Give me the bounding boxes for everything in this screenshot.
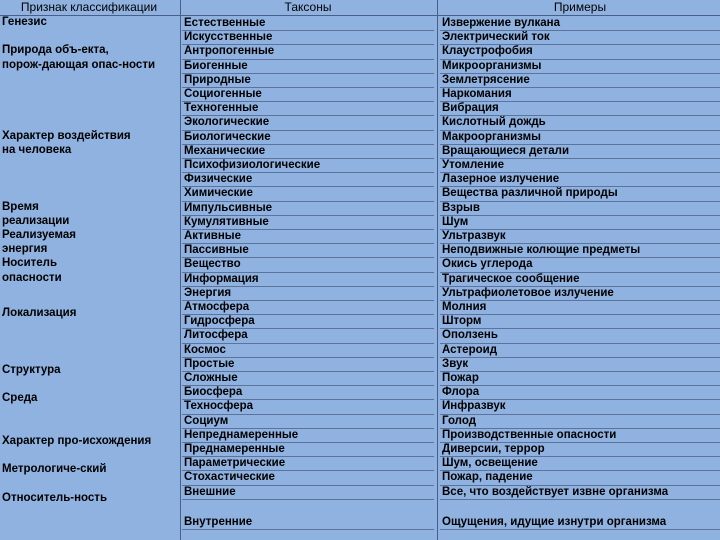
example-cell: Взрыв	[440, 201, 720, 216]
example-cell: Ультразвук	[440, 229, 720, 244]
taxon-cell: Информация	[182, 272, 434, 287]
attribute-label: Носитель	[2, 257, 58, 270]
example-cell: Ощущения, идущие изнутри организма	[440, 515, 720, 530]
taxon-cell: Энергия	[182, 286, 434, 301]
attribute-label: реализации	[2, 214, 70, 227]
attribute-label: на человека	[2, 143, 72, 156]
taxon-cell: Экологические	[182, 115, 434, 130]
attribute-label: порож-дающая опас-ности	[2, 58, 156, 71]
taxon-cell: Искусственные	[182, 30, 434, 45]
example-cell: Производственные опасности	[440, 428, 720, 443]
attribute-label: Относитель-ность	[2, 491, 108, 504]
attribute-label: Локализация	[2, 307, 77, 320]
taxon-cell: Кумулятивные	[182, 215, 434, 230]
taxon-cell: Биологические	[182, 130, 434, 145]
example-cell: Кислотный дождь	[440, 115, 720, 130]
example-cell: Пожар	[440, 371, 720, 386]
taxon-cell: Непреднамеренные	[182, 428, 434, 443]
example-cell: Макроорганизмы	[440, 130, 720, 145]
example-cell: Вещества различной природы	[440, 186, 720, 201]
column-taxa	[182, 0, 434, 528]
taxon-cell: Физические	[182, 172, 434, 187]
attribute-label: Время	[2, 200, 39, 213]
taxon-cell: Стохастические	[182, 470, 434, 485]
taxon-cell: Психофизиологические	[182, 158, 434, 173]
example-cell: Все, что воздействует извне организма	[440, 485, 720, 500]
taxon-cell: Химические	[182, 186, 434, 201]
column-classification-attribute	[0, 0, 178, 504]
example-cell: Окись углерода	[440, 257, 720, 272]
taxon-cell: Техногенные	[182, 101, 434, 116]
taxon-cell: Социум	[182, 414, 434, 429]
taxon-cell: Космос	[182, 343, 434, 358]
attribute-label: Среда	[2, 392, 38, 405]
taxon-cell: Внутренние	[182, 515, 434, 530]
attribute-label: Генезис	[2, 16, 47, 28]
example-cell: Пожар, падение	[440, 470, 720, 485]
example-cell: Лазерное излучение	[440, 172, 720, 187]
taxon-cell: Антропогенные	[182, 44, 434, 59]
example-cell: Астероид	[440, 343, 720, 358]
example-cell: Оползень	[440, 328, 720, 343]
example-cell: Электрический ток	[440, 30, 720, 45]
taxon-cell: Социогенные	[182, 87, 434, 102]
column-divider-1	[180, 0, 181, 540]
taxon-cell	[182, 499, 434, 513]
taxon-cell: Техносфера	[182, 399, 434, 414]
taxon-cell: Сложные	[182, 371, 434, 386]
attribute-label: энергия	[2, 243, 48, 256]
taxon-cell: Активные	[182, 229, 434, 244]
attribute-label: Характер про-исхождения	[2, 434, 152, 447]
taxon-cell: Простые	[182, 357, 434, 372]
taxon-cell: Биосфера	[182, 385, 434, 400]
attribute-label: Метрологиче-ский	[2, 463, 107, 476]
column-examples	[440, 0, 720, 528]
taxon-cell: Импульсивные	[182, 201, 434, 216]
taxon-cell: Природные	[182, 73, 434, 88]
attribute-label: Природа объ-екта,	[2, 44, 109, 57]
example-cell: Голод	[440, 414, 720, 429]
example-cell: Трагическое сообщение	[440, 272, 720, 287]
header-taxa: Таксоны	[182, 0, 434, 16]
example-cell	[440, 499, 720, 513]
attribute-label: Структура	[2, 363, 61, 376]
taxon-cell: Вещество	[182, 257, 434, 272]
example-cell: Инфразвук	[440, 399, 720, 414]
taxon-cell: Атмосфера	[182, 300, 434, 315]
example-cell: Флора	[440, 385, 720, 400]
header-examples: Примеры	[440, 0, 720, 16]
header-classification-attribute: Признак классификации	[0, 0, 178, 16]
taxon-cell: Преднамеренные	[182, 442, 434, 457]
attribute-label: Реализуемая	[2, 229, 76, 241]
example-cell: Вращающиеся детали	[440, 144, 720, 159]
example-cell: Шторм	[440, 314, 720, 329]
taxon-cell: Литосфера	[182, 328, 434, 343]
example-cell: Землетрясение	[440, 73, 720, 88]
example-cell: Клаустрофобия	[440, 44, 720, 59]
example-cell: Наркомания	[440, 87, 720, 102]
example-cell: Микроорганизмы	[440, 59, 720, 74]
example-cell: Вибрация	[440, 101, 720, 116]
column-divider-2	[437, 0, 438, 540]
example-cell: Извержение вулкана	[440, 16, 720, 31]
example-cell: Молния	[440, 300, 720, 315]
attribute-label: Характер воздействия	[2, 129, 131, 142]
example-cell: Утомление	[440, 158, 720, 173]
taxon-cell: Гидросфера	[182, 314, 434, 329]
attribute-label: опасности	[2, 271, 62, 284]
example-cell: Шум, освещение	[440, 456, 720, 471]
taxon-cell: Пассивные	[182, 243, 434, 258]
example-cell: Ультрафиолетовое излучение	[440, 286, 720, 301]
taxon-cell: Естественные	[182, 16, 434, 31]
taxon-cell: Внешние	[182, 485, 434, 500]
example-cell: Звук	[440, 357, 720, 372]
example-cell: Диверсии, террор	[440, 442, 720, 457]
example-cell: Неподвижные колющие предметы	[440, 243, 720, 258]
taxon-cell: Биогенные	[182, 59, 434, 74]
taxon-cell: Механические	[182, 144, 434, 159]
taxon-cell: Параметрические	[182, 456, 434, 471]
example-cell: Шум	[440, 215, 720, 230]
